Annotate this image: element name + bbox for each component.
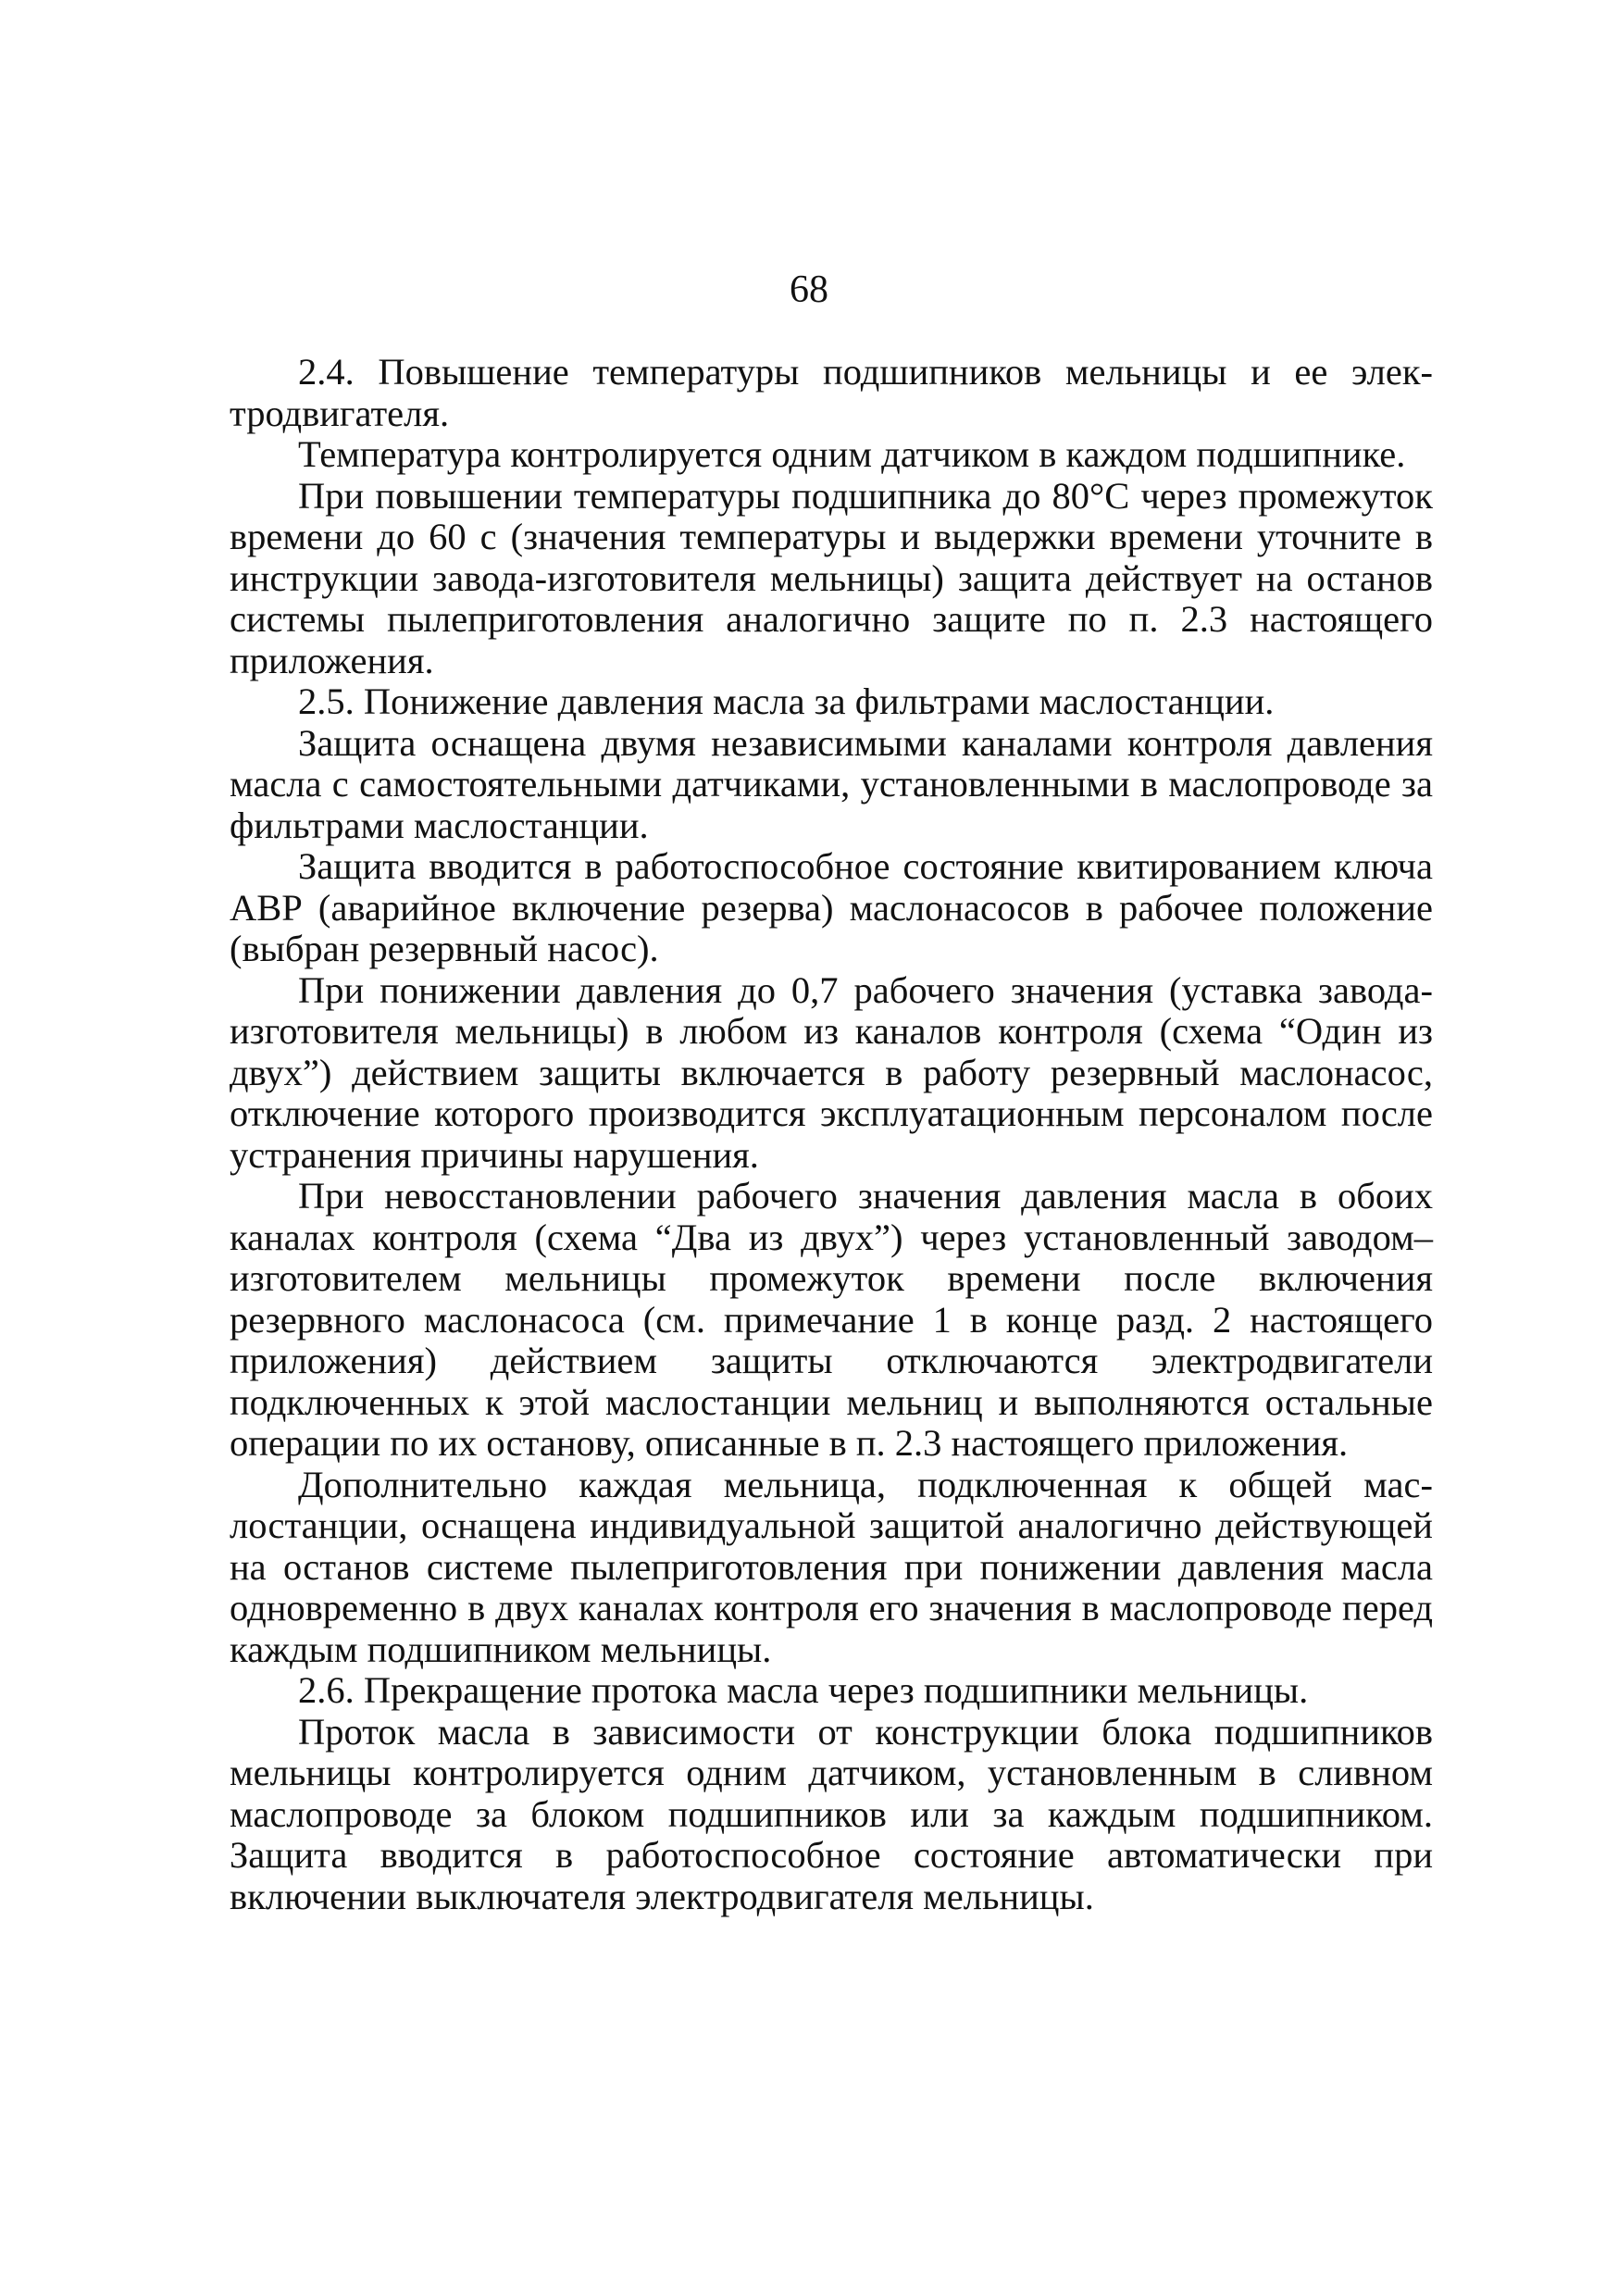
paragraph: Дополнительно каждая мельница, подключенная к общей маслостанции, оснащена индивидуальной защитой аналогично действующей на останов системе пылеприготовления при понижении давления масла одновременно в двух каналах контроля его значения в маслопроводе перед каждым подшипником мельницы.	[230, 1463, 1433, 1670]
section-heading-2-5: 2.5. Понижение давления масла за фильтрами маслостанции.	[298, 680, 1275, 722]
paragraph: При понижении давления до 0,7 рабочего значения (уставка завода-изготовителя мельницы) в любом из каналов контроля (схема “Один из двух”) действием защиты включается в работу резервный маслонасос, отключение которого производится эксплуатационным персоналом после устранения причины нарушения.	[230, 968, 1433, 1176]
paragraph: Проток масла в зависимости от конструкции блока подшипников мельницы контролируется одним датчиком, установленным в сливном маслопроводе за блоком подшипников или за каждым подшипником. Защита вводится в работоспособное состояние автоматически при включении выключателя электродвигателя мельницы.	[230, 1710, 1433, 1917]
body-text	[230, 352, 1433, 1917]
page-number: 68	[790, 268, 828, 311]
section-heading-2-6: 2.6. Прекращение протока масла через подшипники мельницы.	[298, 1669, 1309, 1711]
section-heading-2-4: 2.4. Повышение температуры подшипников мельницы и ее электродвигателя.	[230, 351, 1433, 434]
paragraph: Температура контролируется одним датчиком в каждом подшипнике.	[298, 433, 1406, 475]
paragraph: Защита вводится в работоспособное состояние квитированием ключа АВР (аварийное включение резерва) маслонасосов в рабочее положение (выбран резервный насос).	[230, 845, 1433, 969]
paragraph: При невосстановлении рабочего значения давления масла в обоих каналах контроля (схема “Два из двух”) через установленный заводом–изготовителем мельницы промежуток времени после включения резервного маслонасоса (см. примечание 1 в конце разд. 2 настоящего приложения) действием защиты отключаются электродвигатели подключенных к этой маслостанции мельниц и выполняются остальные операции по их останову, описанные в п. 2.3 настоящего приложения.	[230, 1175, 1433, 1464]
paragraph: При повышении температуры подшипника до 80°C через промежуток времени до 60 с (значения температуры и выдержки времени уточните в инструкции завода-изготовителя мельницы) защита действует на останов системы пылеприготовления аналогично защите по п. 2.3 настоящего приложения.	[230, 474, 1433, 681]
paragraph: Защита оснащена двумя независимыми каналами контроля давления масла с самостоятельными датчиками, установленными в маслопроводе за фильтрами маслостанции.	[230, 721, 1433, 846]
